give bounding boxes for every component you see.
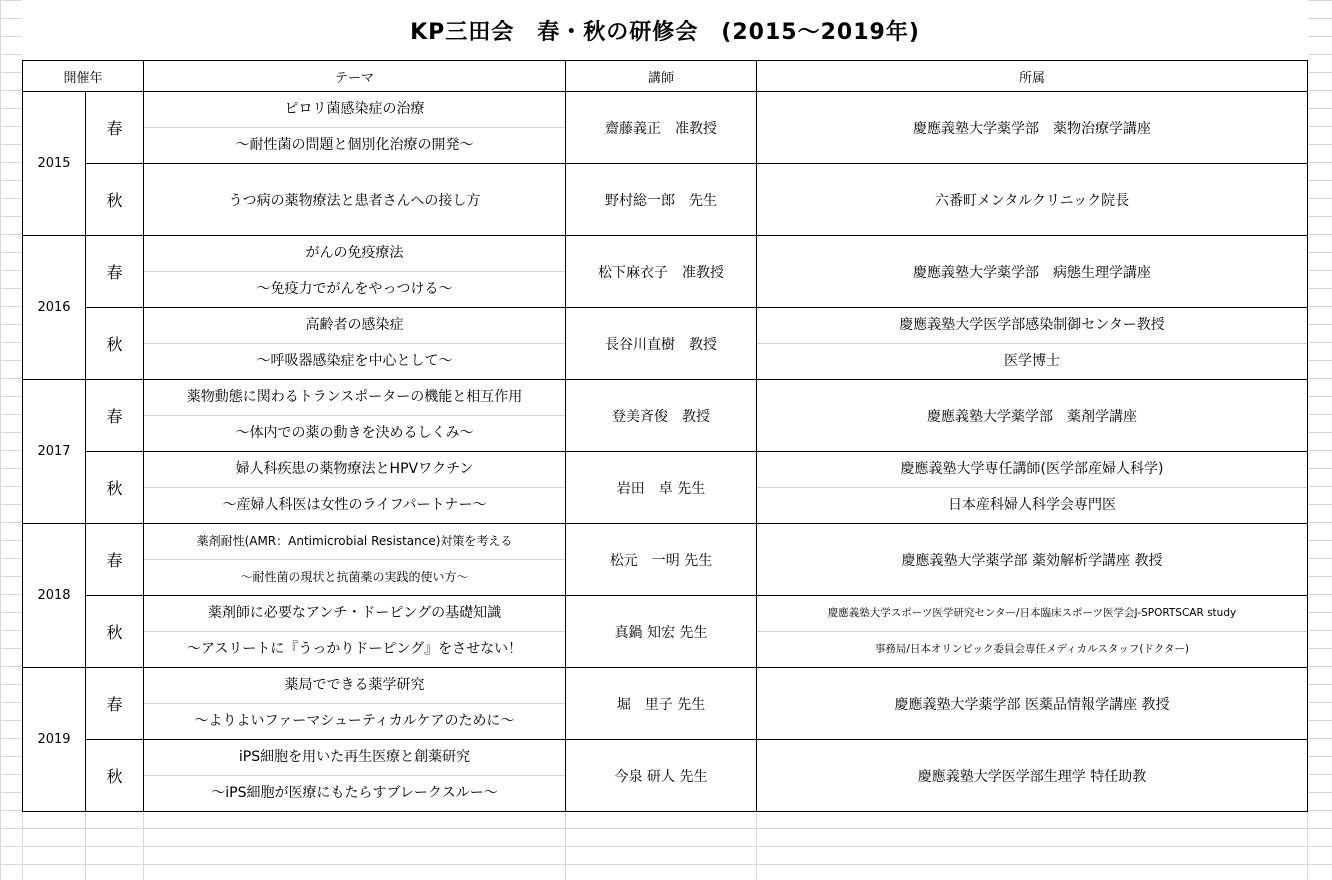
theme-subtitle: ～耐性菌の現状と抗菌薬の実践的使い方～: [144, 559, 565, 595]
season-cell: 春: [86, 92, 144, 164]
theme-subtitle: ～よりよいファーマシューティカルケアのために～: [144, 703, 565, 739]
header-lecturer: 講師: [566, 61, 757, 92]
theme-subtitle: ～体内での薬の動きを決めるしくみ～: [144, 415, 565, 451]
theme-cell: [144, 668, 566, 740]
season-cell: 秋: [86, 164, 144, 236]
theme-subtitle: ～iPS細胞が医療にもたらすブレークスルー～: [144, 775, 565, 811]
theme-title: 薬剤師に必要なアンチ・ドーピングの基礎知識: [207, 605, 502, 621]
theme-title: 婦人科疾患の薬物療法とHPVワクチン: [235, 461, 474, 477]
affiliation-line: 慶應義塾大学専任講師(医学部産婦人科学): [900, 461, 1164, 477]
season-cell: 春: [86, 524, 144, 596]
table-row: [23, 452, 1308, 524]
affiliation-cell: 慶應義塾大学医学部生理学 特任助教: [757, 740, 1308, 812]
theme-title: iPS細胞を用いた再生医療と創薬研究: [238, 749, 471, 765]
theme-title: 高齢者の感染症: [305, 317, 404, 333]
table-row: [23, 164, 1308, 236]
affiliation-cell: [757, 308, 1308, 380]
header-theme: テーマ: [144, 61, 566, 92]
affiliation-cell: 慶應義塾大学薬学部 医薬品情報学講座 教授: [757, 668, 1308, 740]
theme-title: がんの免疫療法: [305, 245, 404, 261]
lecturer-cell: 岩田 卓 先生: [566, 452, 757, 524]
affiliation-cell: 慶應義塾大学薬学部 病態生理学講座: [757, 236, 1308, 308]
year-cell: 2016: [23, 236, 86, 380]
table-row: [23, 380, 1308, 452]
affiliation-cell: [757, 452, 1308, 524]
theme-cell: [144, 92, 566, 164]
theme-subtitle: ～耐性菌の問題と個別化治療の開発～: [144, 127, 565, 163]
affiliation-line: 慶應義塾大学医学部感染制御センター教授: [899, 317, 1165, 333]
table-row: [23, 236, 1308, 308]
theme-cell: [144, 524, 566, 596]
theme-subtitle: ～呼吸器感染症を中心として～: [144, 343, 565, 379]
table-row: [23, 92, 1308, 164]
theme-subtitle: ～産婦人科医は女性のライフパートナー～: [144, 487, 565, 523]
affiliation-cell: 慶應義塾大学薬学部 薬物治療学講座: [757, 92, 1308, 164]
header-year: 開催年: [23, 61, 144, 92]
theme-subtitle: ～アスリートに『うっかりドーピング』をさせない！: [144, 631, 565, 667]
table-row: [23, 308, 1308, 380]
theme-cell: [144, 452, 566, 524]
year-cell: 2018: [23, 524, 86, 668]
season-cell: 秋: [86, 308, 144, 380]
season-cell: 春: [86, 380, 144, 452]
header-affiliation: 所属: [757, 61, 1308, 92]
table-row: [23, 596, 1308, 668]
table-row: [23, 668, 1308, 740]
year-cell: 2019: [23, 668, 86, 812]
year-cell: 2017: [23, 380, 86, 524]
affiliation-line: 医学博士: [757, 343, 1307, 379]
theme-cell: [144, 740, 566, 812]
theme-cell: [144, 596, 566, 668]
theme-cell: [144, 308, 566, 380]
season-cell: 春: [86, 668, 144, 740]
affiliation-cell: [757, 596, 1308, 668]
theme-subtitle: ～免疫力でがんをやっつける～: [144, 271, 565, 307]
affiliation-cell: 慶應義塾大学薬学部 薬剤学講座: [757, 380, 1308, 452]
theme-title: 薬剤耐性(AMR：Antimicrobial Resistance)対策を考える: [196, 534, 513, 548]
year-cell: 2015: [23, 92, 86, 236]
lecturer-cell: 今泉 研人 先生: [566, 740, 757, 812]
affiliation-line: 慶應義塾大学スポーツ医学研究センター/日本臨床スポーツ医学会J-SPORTSCAR study: [827, 607, 1237, 619]
lecturer-cell: 松下麻衣子 准教授: [566, 236, 757, 308]
theme-cell: [144, 236, 566, 308]
lecturer-cell: 堀 里子 先生: [566, 668, 757, 740]
seminar-table: [22, 60, 1308, 812]
affiliation-line: 事務局/日本オリンピック委員会専任メディカルスタッフ(ドクター): [757, 631, 1307, 667]
lecturer-cell: 長谷川直樹 教授: [566, 308, 757, 380]
lecturer-cell: 登美斉俊 教授: [566, 380, 757, 452]
theme-title: 薬物動態に関わるトランスポーターの機能と相互作用: [186, 389, 523, 405]
lecturer-cell: 松元 一明 先生: [566, 524, 757, 596]
theme-title: ピロリ菌感染症の治療: [284, 101, 425, 117]
table-row: [23, 524, 1308, 596]
theme-cell: [144, 380, 566, 452]
theme-title: 薬局でできる薬学研究: [284, 677, 425, 693]
table-row: [23, 740, 1308, 812]
affiliation-cell: 六番町メンタルクリニック院長: [757, 164, 1308, 236]
page-title: KP三田会 春・秋の研修会 (2015～2019年): [22, 0, 1308, 60]
season-cell: 春: [86, 236, 144, 308]
affiliation-cell: 慶應義塾大学薬学部 薬効解析学講座 教授: [757, 524, 1308, 596]
affiliation-line: 日本産科婦人科学会専門医: [757, 487, 1307, 523]
season-cell: 秋: [86, 596, 144, 668]
header-row: [23, 61, 1308, 92]
lecturer-cell: 齋藤義正 准教授: [566, 92, 757, 164]
season-cell: 秋: [86, 740, 144, 812]
theme-cell: うつ病の薬物療法と患者さんへの接し方: [144, 164, 566, 236]
season-cell: 秋: [86, 452, 144, 524]
lecturer-cell: 野村総一郎 先生: [566, 164, 757, 236]
lecturer-cell: 真鍋 知宏 先生: [566, 596, 757, 668]
